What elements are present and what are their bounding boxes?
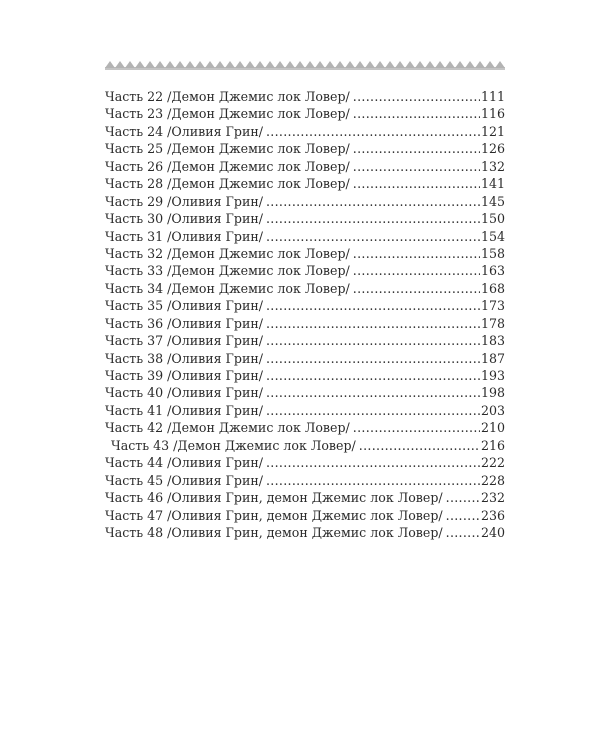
ornament-triangle [355,61,365,68]
ornament-triangle [205,61,215,68]
toc-dot-leader [353,140,480,157]
toc-entry-title: Часть 23 /Демон Джемис лок Ловер/ [105,106,350,122]
toc-dot-leader [266,315,480,332]
toc-entry [105,367,505,384]
ornament-triangle [285,61,295,68]
ornament-triangle [465,61,475,68]
toc-entry [105,158,505,175]
toc-dot-leader [266,454,480,471]
toc-entry [105,228,505,245]
toc-dot-leader [353,105,480,122]
ornament-triangle [395,61,405,68]
ornament-triangle [125,61,135,68]
toc-dot-leader [266,210,480,227]
ornament-triangle [115,61,125,68]
toc-entry [105,88,505,105]
toc-dot-leader [353,419,480,436]
ornament-triangle [165,61,175,68]
toc-dot-leader [353,262,480,279]
ornament-triangle [195,61,205,68]
toc-dot-leader [266,402,480,419]
toc-entry [105,193,505,210]
ornament-triangle [105,61,115,68]
ornament-triangle [225,61,235,68]
toc-page-number: 111 [480,89,505,104]
toc-dot-leader [353,158,480,175]
toc-dot-leader [353,88,480,105]
decorative-header-border [105,60,505,72]
toc-entry-title: Часть 31 /Оливия Грин/ [105,228,263,244]
ornament-triangle [175,61,185,68]
toc-entry-title: Часть 41 /Оливия Грин/ [105,402,263,418]
toc-page-number: 116 [480,106,505,122]
toc-entry-title: Часть 22 /Демон Джемис лок Ловер/ [105,89,350,104]
ornament-triangle [145,61,155,68]
ornament-triangle [295,61,305,68]
ornament-triangle [245,61,255,68]
toc-entry [105,210,505,227]
ornament-triangle [235,61,245,68]
toc-dot-leader [353,175,480,192]
toc-page-number: 222 [480,455,505,471]
toc-page-number: 121 [480,123,505,139]
toc-entry [105,507,505,524]
ornament-triangle [495,61,505,68]
ornament-triangle [445,61,455,68]
toc-dot-leader [359,437,480,454]
table-of-contents [105,88,505,541]
toc-entry [105,140,505,157]
toc-page-number: 150 [480,211,505,227]
toc-page-number: 216 [480,437,505,453]
ornament-triangle [385,61,395,68]
toc-entry [105,402,505,419]
ornament-triangle [275,61,285,68]
toc-entry-title: Часть 25 /Демон Джемис лок Ловер/ [105,141,350,157]
toc-entry-title: Часть 38 /Оливия Грин/ [105,350,263,366]
toc-page-number: 163 [480,263,505,279]
toc-entry-title: Часть 29 /Оливия Грин/ [105,193,263,209]
toc-entry [105,384,505,401]
toc-entry-title: Часть 43 /Демон Джемис лок Ловер/ [111,437,356,453]
toc-dot-leader [446,489,480,506]
toc-page-number: 178 [480,315,505,331]
toc-page-number: 240 [480,524,505,540]
toc-entry [105,350,505,367]
toc-entry [105,524,505,541]
toc-page-number: 187 [480,350,505,366]
ornament-triangle [365,61,375,68]
toc-entry-title: Часть 30 /Оливия Грин/ [105,211,263,227]
toc-entry-title: Часть 32 /Демон Джемис лок Ловер/ [105,245,350,261]
ornament-triangle [265,61,275,68]
toc-page-number: 141 [480,176,505,192]
ornament-triangle [185,61,195,68]
toc-entry-title: Часть 45 /Оливия Грин/ [105,472,263,488]
toc-entry [105,280,505,297]
ornament-triangle [345,61,355,68]
toc-entry-title: Часть 28 /Демон Джемис лок Ловер/ [105,176,350,192]
toc-dot-leader [266,367,480,384]
toc-entry-title: Часть 48 /Оливия Грин, демон Джемис лок Ловер/ [105,524,443,540]
toc-dot-leader [446,507,480,524]
toc-entry [105,315,505,332]
ornament-triangle [155,61,165,68]
toc-entry-title: Часть 47 /Оливия Грин, демон Джемис лок Ловер/ [105,507,443,523]
toc-page-number: 232 [480,490,505,506]
toc-entry [105,123,505,140]
toc-dot-leader [266,297,480,314]
toc-page-number: 145 [480,193,505,209]
ornament-triangle [415,61,425,68]
toc-dot-leader [266,332,480,349]
toc-entry-title: Часть 37 /Оливия Грин/ [105,333,263,349]
toc-entry [105,332,505,349]
toc-entry-title: Часть 26 /Демон Джемис лок Ловер/ [105,158,350,174]
toc-dot-leader [266,472,480,489]
toc-entry [105,297,505,314]
ornament-triangle [305,61,315,68]
ornament-triangle [135,61,145,68]
toc-entry [105,245,505,262]
ornament-triangle [455,61,465,68]
toc-entry [105,454,505,471]
toc-entry [105,419,505,436]
ornament-triangle [405,61,415,68]
toc-dot-leader [266,350,480,367]
ornament-triangle [475,61,485,68]
toc-page-number: 228 [480,472,505,488]
toc-entry-title: Часть 42 /Демон Джемис лок Ловер/ [105,420,350,436]
toc-page-number: 203 [480,402,505,418]
toc-entry-title: Часть 34 /Демон Джемис лок Ловер/ [105,280,350,296]
toc-entry [105,472,505,489]
toc-page-number: 236 [480,507,505,523]
toc-dot-leader [266,123,480,140]
toc-entry [105,489,505,506]
toc-page-number: 183 [480,333,505,349]
toc-page-number: 154 [480,228,505,244]
toc-page-number: 168 [480,280,505,296]
toc-page-number: 132 [480,158,505,174]
toc-entry-title: Часть 24 /Оливия Грин/ [105,123,263,139]
toc-entry [105,105,505,122]
toc-dot-leader [446,524,480,541]
toc-dot-leader [353,280,480,297]
toc-page-number: 193 [480,368,505,383]
toc-entry [105,437,505,454]
toc-dot-leader [266,193,480,210]
toc-entry-title: Часть 36 /Оливия Грин/ [105,315,263,331]
toc-entry-title: Часть 40 /Оливия Грин/ [105,385,263,401]
toc-page-number: 158 [480,245,505,261]
toc-entry-title: Часть 44 /Оливия Грин/ [105,455,263,471]
toc-entry-title: Часть 33 /Демон Джемис лок Ловер/ [105,263,350,279]
toc-page-number: 126 [480,141,505,157]
ornament-triangle [375,61,385,68]
toc-page-number: 198 [480,385,505,401]
ornament-triangle [325,61,335,68]
toc-page-number: 210 [480,420,505,436]
toc-entry-title: Часть 39 /Оливия Грин/ [105,368,263,383]
toc-page-number: 173 [480,298,505,314]
ornament-triangle [435,61,445,68]
toc-dot-leader [353,245,480,262]
ornament-triangle [315,61,325,68]
toc-dot-leader [266,384,480,401]
ornament-triangle [425,61,435,68]
ornament-triangle [215,61,225,68]
toc-dot-leader [266,228,480,245]
toc-entry [105,262,505,279]
toc-entry-title: Часть 35 /Оливия Грин/ [105,298,263,314]
toc-entry [105,175,505,192]
toc-entry-title: Часть 46 /Оливия Грин, демон Джемис лок Ловер/ [105,490,443,506]
ornament-triangle [335,61,345,68]
ornament-triangle [255,61,265,68]
ornament-triangle [485,61,495,68]
